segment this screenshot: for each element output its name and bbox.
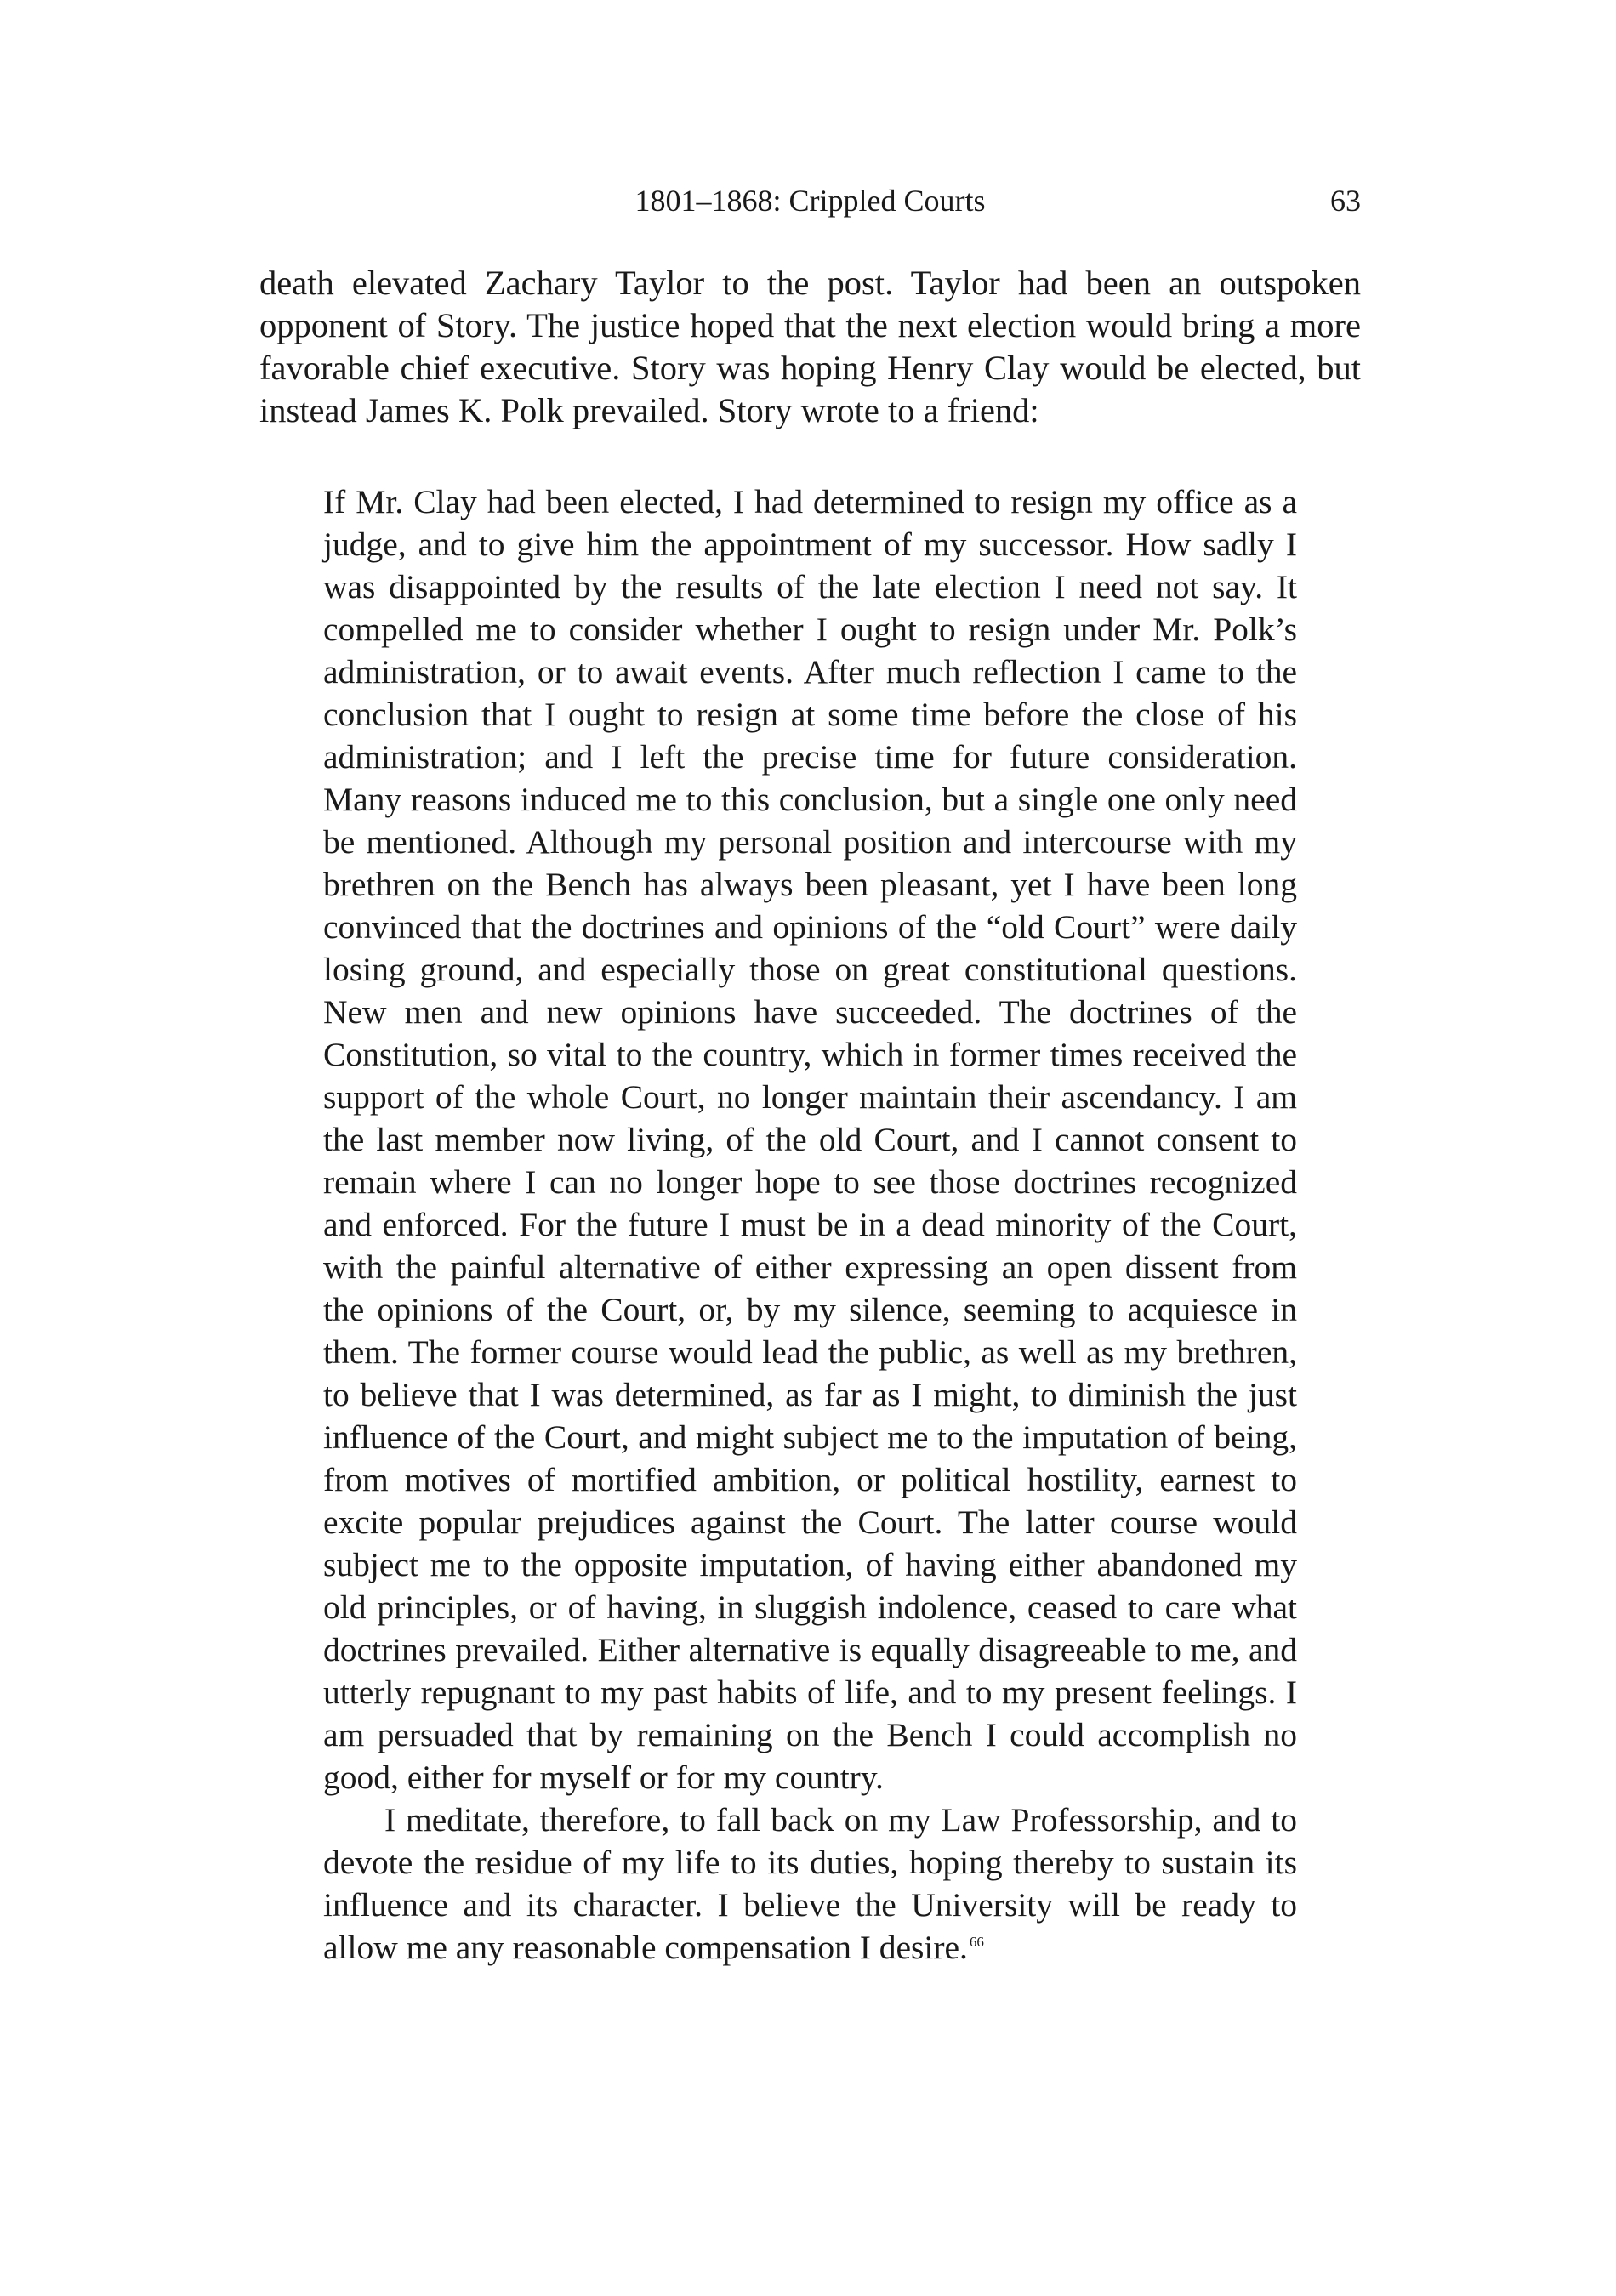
quote-paragraph-2-text: I meditate, therefore, to fall back on my Law Professorship, and to devote the residue of my life to its duties, hoping thereby to sustain its influence and its character. I believe the University will be ready to allow me any reasonable compensation I desire. [323,1801,1297,1966]
block-quote [323,480,1297,1969]
page-number: 63 [1330,184,1361,218]
running-title: 1801–1868: Crippled Courts [634,184,986,218]
running-head [259,180,1361,221]
quote-paragraph-1: If Mr. Clay had been elected, I had determined to resign my office as a judge, and to give him the appointment of my successor. How sadly I was disappointed by the results of the late election I need not say. It compelled me to consider whether I ought to resign under Mr. Polk’s administration, or to await events. After much reflection I came to the conclusion that I ought to resign at some time before the close of his administration; and I left the precise time for future consideration. Many reasons induced me to this conclusion, but a single one only need be mentioned. Although my personal position and intercourse with my brethren on the Bench has always been pleasant, yet I have been long convinced that the doctrines and opinions of the “old Court” were daily losing ground, and especially those on great constitutional questions. New men and new opinions have succeeded. The doctrines of the Constitution, so vital to the country, which in former times received the support of the whole Court, no longer maintain their ascendancy. I am the last member now living, of the old Court, and I cannot consent to remain where I can no longer hope to see those doctrines recognized and enforced. For the future I must be in a dead minority of the Court, with the painful alternative of either expressing an open dissent from the opinions of the Court, or, by my silence, seeming to acquiesce in them. The former course would lead the public, as well as my brethren, to believe that I was determined, as far as I might, to diminish the just influence of the Court, and might subject me to the imputation of being, from motives of mortified ambition, or political hostility, earnest to excite popular prejudices against the Court. The latter course would subject me to the opposite imputation, of having either abandoned my old principles, or of having, in sluggish indolence, ceased to care what doctrines prevailed. Either alternative is equally disagreeable to me, and utterly repugnant to my past habits of life, and to my present feelings. I am persuaded that by remaining on the Bench I could accomplish no good, either for myself or for my country. [323,483,1297,1796]
quote-paragraph-2 [323,1799,1297,1969]
body-paragraph: death elevated Zachary Taylor to the post. Taylor had been an outspoken opponent of Story. The justice hoped that the next election would bring a more favorable chief executive. Story was hoping Henry Clay would be elected, but instead James K. Polk prevailed. Story wrote to a friend: [259,264,1361,429]
footnote-reference[interactable]: 66 [969,1933,984,1950]
